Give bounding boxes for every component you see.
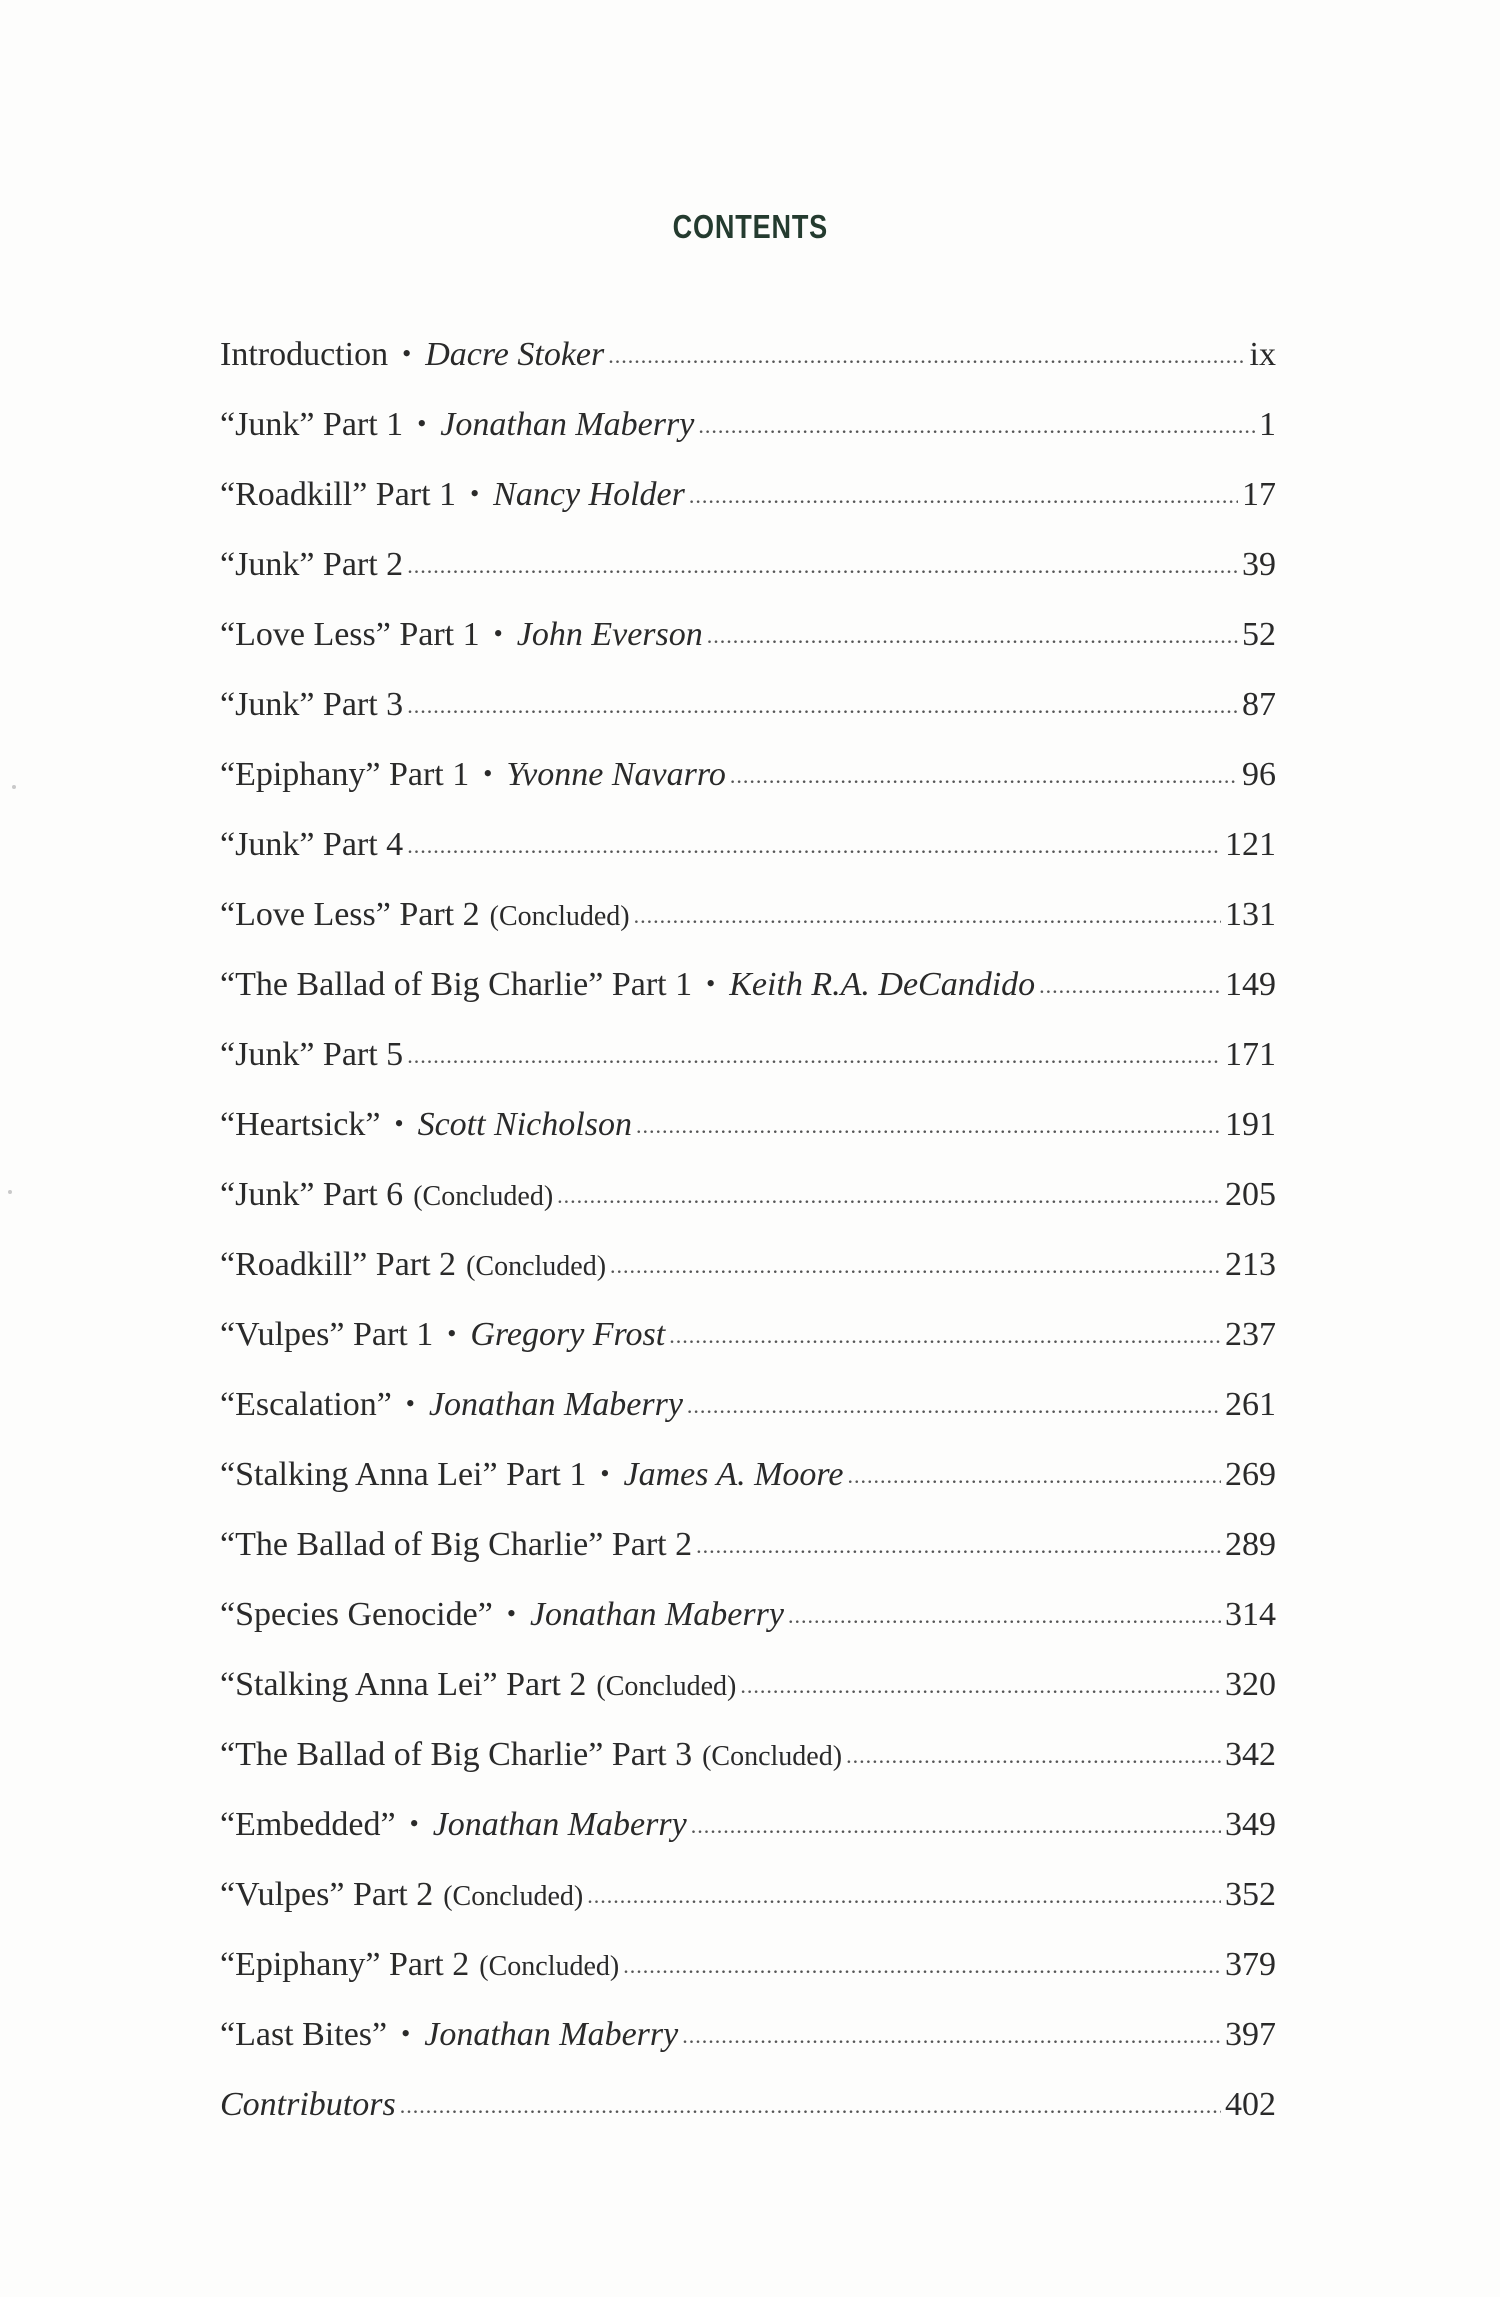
toc-entry[interactable] bbox=[220, 1730, 1276, 1800]
toc-entry-author: Jonathan Maberry bbox=[440, 406, 695, 443]
toc-entry-page-number: 349 bbox=[1225, 1806, 1276, 1843]
toc-entry-page-number: 1 bbox=[1259, 406, 1276, 443]
toc-entry-page-number: ix bbox=[1249, 336, 1276, 373]
toc-entry-title: “Last Bites” bbox=[220, 2016, 388, 2053]
dot-leader bbox=[587, 1871, 1221, 1921]
toc-entry-title: “The Ballad of Big Charlie” Part 3 bbox=[220, 1736, 693, 1773]
dot-leader bbox=[730, 751, 1238, 801]
toc-entry[interactable] bbox=[220, 2080, 1276, 2150]
toc-entry-note: (Concluded) bbox=[596, 1671, 737, 1702]
toc-entry-page-number: 237 bbox=[1225, 1316, 1276, 1353]
toc-entry[interactable] bbox=[220, 1170, 1276, 1240]
toc-entry[interactable] bbox=[220, 610, 1276, 680]
toc-entry-title: “Escalation” bbox=[220, 1386, 392, 1423]
toc-entry[interactable] bbox=[220, 1450, 1276, 1520]
toc-entry-author: James A. Moore bbox=[623, 1456, 844, 1493]
toc-entry-note: (Concluded) bbox=[489, 901, 630, 932]
bullet-separator: • bbox=[447, 1319, 457, 1348]
toc-entry[interactable] bbox=[220, 400, 1276, 470]
dot-leader bbox=[1039, 961, 1221, 1011]
toc-entry-title: “Roadkill” Part 2 bbox=[220, 1246, 457, 1283]
toc-entry-title: Contributors bbox=[220, 2086, 396, 2123]
toc-entry[interactable] bbox=[220, 1870, 1276, 1940]
toc-entry-page-number: 320 bbox=[1225, 1666, 1276, 1703]
toc-entry-page-number: 314 bbox=[1225, 1596, 1276, 1633]
toc-entry-author: Gregory Frost bbox=[470, 1316, 666, 1353]
toc-entry[interactable] bbox=[220, 1310, 1276, 1380]
toc-entry[interactable] bbox=[220, 1590, 1276, 1660]
toc-entry[interactable] bbox=[220, 470, 1276, 540]
bullet-separator: • bbox=[600, 1459, 610, 1488]
toc-entry-page-number: 397 bbox=[1225, 2016, 1276, 2053]
toc-entry[interactable] bbox=[220, 1940, 1276, 2010]
dot-leader bbox=[634, 891, 1221, 941]
toc-entry[interactable] bbox=[220, 1240, 1276, 1310]
dot-leader bbox=[669, 1311, 1221, 1361]
toc-entry-note: (Concluded) bbox=[413, 1181, 554, 1212]
bullet-separator: • bbox=[493, 619, 503, 648]
dot-leader bbox=[608, 331, 1245, 381]
toc-entry-page-number: 205 bbox=[1225, 1176, 1276, 1213]
toc-entry[interactable] bbox=[220, 1660, 1276, 1730]
toc-entry-title: “Species Genocide” bbox=[220, 1596, 493, 1633]
toc-entry[interactable] bbox=[220, 960, 1276, 1030]
toc-entry-title: “Stalking Anna Lei” Part 1 bbox=[220, 1456, 587, 1493]
toc-entry-note: (Concluded) bbox=[702, 1741, 843, 1772]
bullet-separator: • bbox=[401, 2019, 411, 2048]
toc-entry-author: John Everson bbox=[516, 616, 703, 653]
toc-entry[interactable] bbox=[220, 1380, 1276, 1450]
dot-leader bbox=[623, 1941, 1221, 1991]
dot-leader bbox=[698, 401, 1255, 451]
dot-leader bbox=[740, 1661, 1221, 1711]
toc-entry[interactable] bbox=[220, 540, 1276, 610]
toc-entry-author: Jonathan Maberry bbox=[428, 1386, 683, 1423]
toc-entry-page-number: 352 bbox=[1225, 1876, 1276, 1913]
toc-entry-title: “The Ballad of Big Charlie” Part 2 bbox=[220, 1526, 693, 1563]
toc-entry-page-number: 149 bbox=[1225, 966, 1276, 1003]
toc-entry-title: “Junk” Part 1 bbox=[220, 406, 404, 443]
toc-entry-title: “Heartsick” bbox=[220, 1106, 381, 1143]
toc-entry-page-number: 269 bbox=[1225, 1456, 1276, 1493]
dot-leader bbox=[689, 471, 1238, 521]
bullet-separator: • bbox=[470, 479, 480, 508]
toc-entry-author: Keith R.A. DeCandido bbox=[729, 966, 1036, 1003]
toc-entry-page-number: 289 bbox=[1225, 1526, 1276, 1563]
toc-entry-title: “Junk” Part 4 bbox=[220, 826, 404, 863]
toc-entry-author: Nancy Holder bbox=[493, 476, 685, 513]
dot-leader bbox=[848, 1451, 1222, 1501]
dot-leader bbox=[682, 2011, 1221, 2061]
toc-entry-author: Jonathan Maberry bbox=[424, 2016, 679, 2053]
toc-entry-note: (Concluded) bbox=[466, 1251, 607, 1282]
dot-leader bbox=[610, 1241, 1221, 1291]
dot-leader bbox=[846, 1731, 1221, 1781]
toc-entry-title: “Vulpes” Part 1 bbox=[220, 1316, 434, 1353]
toc-entry-title: “Vulpes” Part 2 bbox=[220, 1876, 434, 1913]
toc-entry-author: Yvonne Navarro bbox=[506, 756, 726, 793]
toc-entry-title: “Junk” Part 6 bbox=[220, 1176, 404, 1213]
toc-entry[interactable] bbox=[220, 1100, 1276, 1170]
toc-entry-title: “Roadkill” Part 1 bbox=[220, 476, 457, 513]
toc-entry-title: “Epiphany” Part 2 bbox=[220, 1946, 470, 1983]
toc-entry-title: “Embedded” bbox=[220, 1806, 396, 1843]
toc-entry-page-number: 171 bbox=[1225, 1036, 1276, 1073]
toc-entry-page-number: 379 bbox=[1225, 1946, 1276, 1983]
bullet-separator: • bbox=[394, 1109, 404, 1138]
bullet-separator: • bbox=[405, 1389, 415, 1418]
toc-entry[interactable] bbox=[220, 2010, 1276, 2080]
bullet-separator: • bbox=[483, 759, 493, 788]
dot-leader bbox=[636, 1101, 1221, 1151]
dot-leader bbox=[407, 821, 1221, 871]
toc-entry-note: (Concluded) bbox=[479, 1951, 620, 1982]
toc-entry-page-number: 121 bbox=[1225, 826, 1276, 863]
bullet-separator: • bbox=[417, 409, 427, 438]
toc-entry-page-number: 52 bbox=[1242, 616, 1276, 653]
toc-entry-page-number: 39 bbox=[1242, 546, 1276, 583]
toc-entry-title: “Junk” Part 2 bbox=[220, 546, 404, 583]
toc-entry-title: “The Ballad of Big Charlie” Part 1 bbox=[220, 966, 693, 1003]
toc-entry-note: (Concluded) bbox=[443, 1881, 584, 1912]
toc-entry-page-number: 342 bbox=[1225, 1736, 1276, 1773]
toc-entry-page-number: 17 bbox=[1242, 476, 1276, 513]
dot-leader bbox=[691, 1801, 1221, 1851]
toc-entry-title: “Epiphany” Part 1 bbox=[220, 756, 470, 793]
toc-entry-page-number: 213 bbox=[1225, 1246, 1276, 1283]
toc-entry-page-number: 96 bbox=[1242, 756, 1276, 793]
toc-entry-author: Jonathan Maberry bbox=[432, 1806, 687, 1843]
toc-entry[interactable] bbox=[220, 330, 1276, 400]
toc-entry[interactable] bbox=[220, 1030, 1276, 1100]
toc-entry[interactable] bbox=[220, 820, 1276, 890]
dot-leader bbox=[557, 1171, 1221, 1221]
contents-heading: CONTENTS bbox=[672, 208, 829, 245]
toc-entry-title: “Love Less” Part 1 bbox=[220, 616, 480, 653]
toc-entry-title: “Junk” Part 5 bbox=[220, 1036, 404, 1073]
dot-leader bbox=[407, 681, 1238, 731]
toc-entry-author: Scott Nicholson bbox=[417, 1106, 632, 1143]
dot-leader bbox=[696, 1521, 1221, 1571]
dot-leader bbox=[407, 1031, 1221, 1081]
toc-entry-title: Introduction bbox=[220, 336, 389, 373]
dot-leader bbox=[707, 611, 1238, 661]
toc-entry-page-number: 191 bbox=[1225, 1106, 1276, 1143]
toc-entry-page-number: 402 bbox=[1225, 2086, 1276, 2123]
toc-entry[interactable] bbox=[220, 890, 1276, 960]
table-of-contents bbox=[220, 330, 1276, 2150]
toc-entry[interactable] bbox=[220, 1520, 1276, 1590]
toc-entry[interactable] bbox=[220, 680, 1276, 750]
dot-leader bbox=[788, 1591, 1221, 1641]
page-speck bbox=[8, 1190, 12, 1194]
bullet-separator: • bbox=[506, 1599, 516, 1628]
toc-entry[interactable] bbox=[220, 1800, 1276, 1870]
toc-entry-title: “Junk” Part 3 bbox=[220, 686, 404, 723]
toc-entry-title: “Stalking Anna Lei” Part 2 bbox=[220, 1666, 587, 1703]
toc-entry-title: “Love Less” Part 2 bbox=[220, 896, 480, 933]
bullet-separator: • bbox=[409, 1809, 419, 1838]
toc-entry-page-number: 87 bbox=[1242, 686, 1276, 723]
toc-entry[interactable] bbox=[220, 750, 1276, 820]
dot-leader bbox=[407, 541, 1238, 591]
toc-entry-author: Jonathan Maberry bbox=[529, 1596, 784, 1633]
dot-leader bbox=[400, 2081, 1221, 2131]
page-speck bbox=[12, 785, 16, 789]
bullet-separator: • bbox=[402, 339, 412, 368]
toc-entry-author: Dacre Stoker bbox=[425, 336, 605, 373]
toc-entry-page-number: 261 bbox=[1225, 1386, 1276, 1423]
toc-entry-page-number: 131 bbox=[1225, 896, 1276, 933]
bullet-separator: • bbox=[706, 969, 716, 998]
dot-leader bbox=[687, 1381, 1221, 1431]
